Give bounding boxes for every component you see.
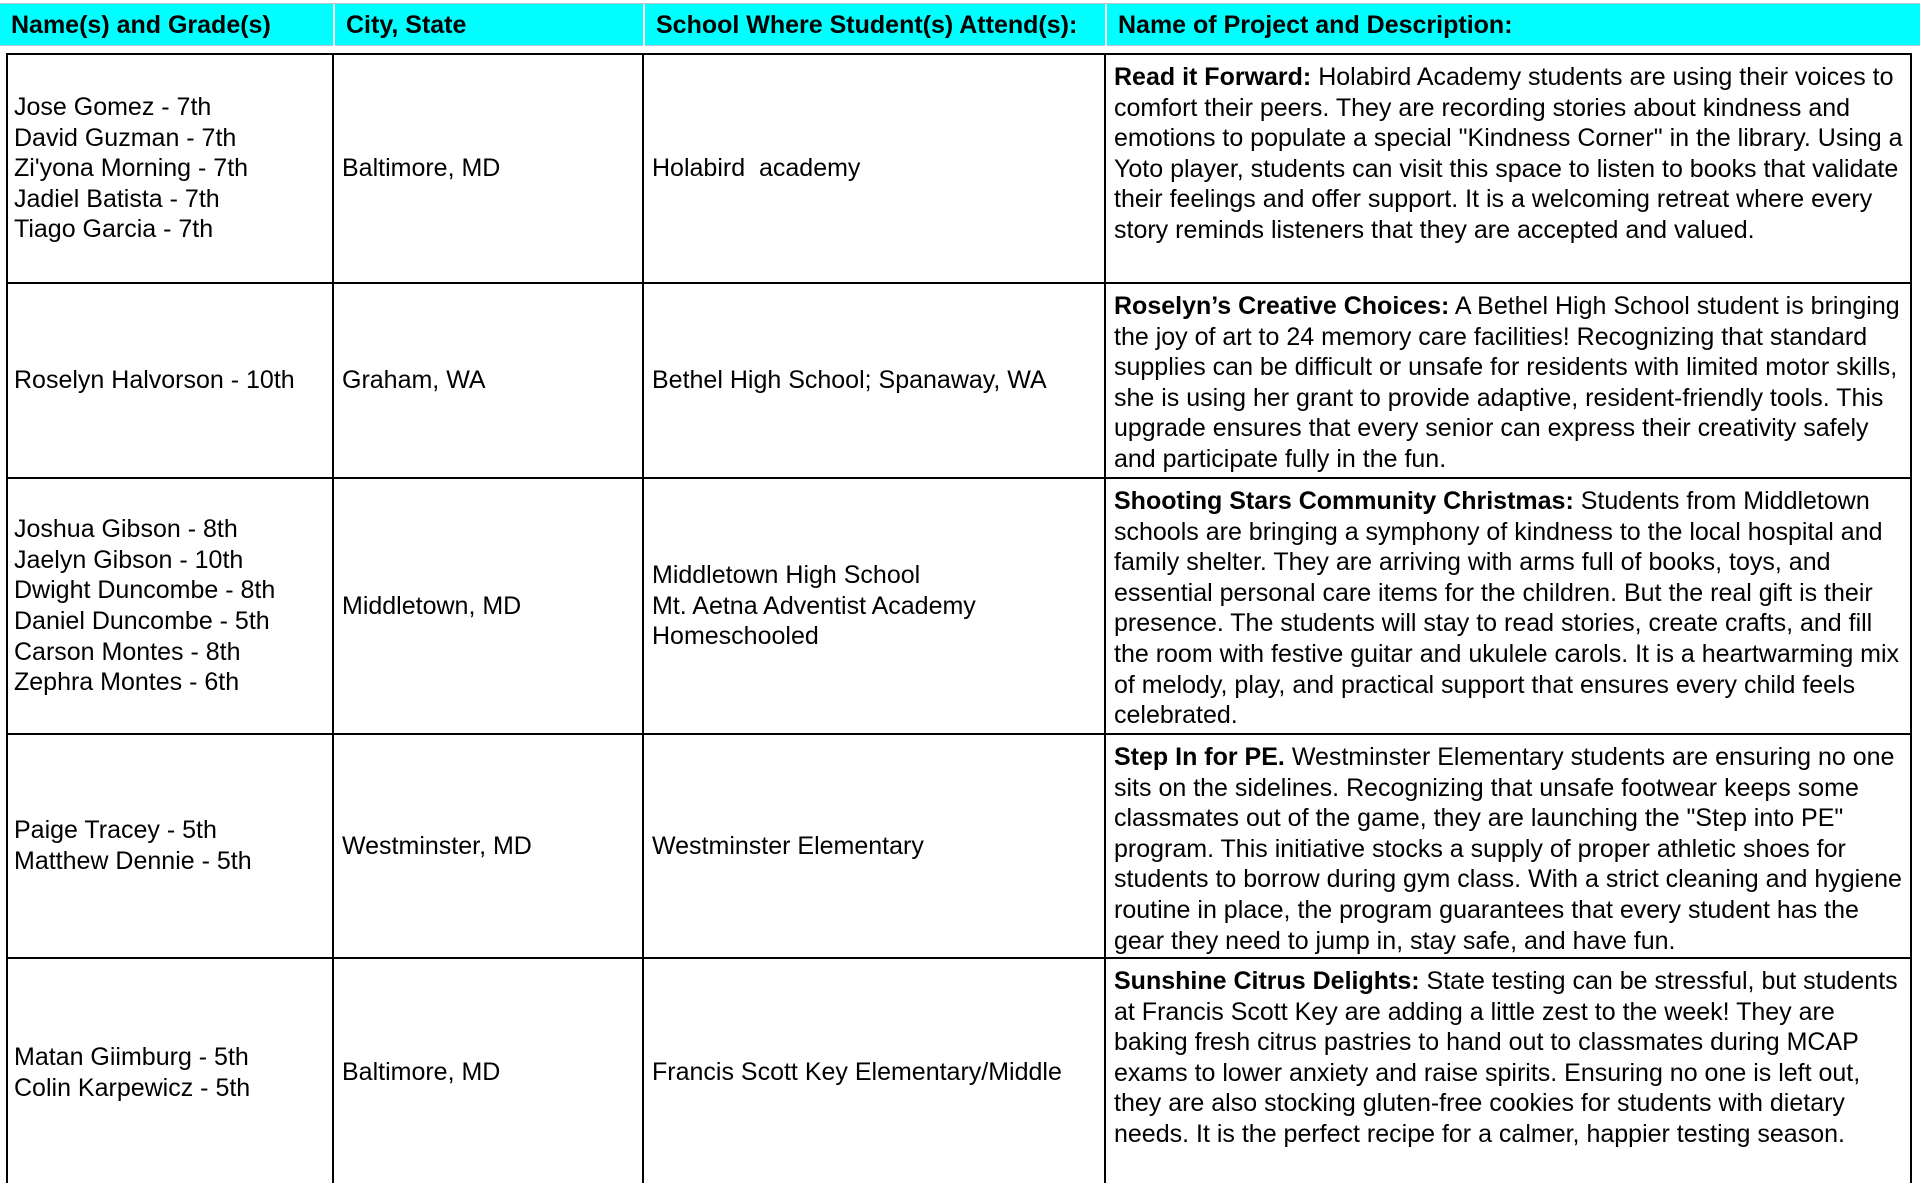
project-text — [1114, 62, 1904, 246]
cell-names[interactable] — [8, 735, 332, 957]
cell-city[interactable] — [334, 479, 642, 733]
school-name: Westminster Elementary — [652, 831, 924, 860]
school-name: Bethel High School; Spanaway, WA — [652, 366, 1047, 395]
cell-project[interactable] — [1106, 959, 1910, 1183]
table-header-row — [0, 3, 1920, 46]
table-row[interactable] — [8, 735, 1910, 959]
cell-project[interactable] — [1106, 479, 1910, 733]
cell-project[interactable] — [1106, 55, 1910, 282]
student-name: Jadiel Batista - 7th — [14, 184, 220, 213]
student-name: Daniel Duncombe - 5th — [14, 607, 270, 635]
student-name: Dwight Duncombe - 8th — [14, 576, 276, 605]
city-state: Westminster, MD — [342, 831, 532, 860]
cell-names[interactable] — [8, 55, 332, 282]
header-project: Name of Project and Description: — [1118, 11, 1513, 39]
project-title: Shooting Stars Community Christmas: — [1114, 487, 1574, 515]
city-state: Baltimore, MD — [342, 154, 501, 183]
school-name: Homeschooled — [652, 622, 819, 651]
project-text — [1114, 486, 1904, 731]
project-title: Step In for PE. — [1114, 743, 1285, 771]
project-text — [1114, 966, 1904, 1150]
cell-project[interactable] — [1106, 284, 1910, 477]
project-description: State testing can be stressful, but students at Francis Scott Key are adding a little zest to the week! They are baking fresh citrus pastries to hand out to classmates during MCAP exams to lower anxiety and raise spirits. Ensuring no one is left out, they are also stocking gluten-free cookies for students with dietary needs. It is the perfect recipe for a calmer, happier testing season. — [1114, 967, 1898, 1148]
city-state: Middletown, MD — [342, 591, 522, 620]
project-title: Roselyn’s Creative Choices: — [1114, 292, 1450, 320]
cell-city[interactable] — [334, 284, 642, 477]
cell-school[interactable] — [644, 479, 1104, 733]
project-description: Students from Middletown schools are bringing a symphony of kindness to the local hospital and family shelter. They are arriving with arms full of books, toys, and essential personal care items for the children. But the real gift is their presence. The students will stay to read stories, create crafts, and fill the room with festive guitar and ukulele carols. It is a heartwarming mix of melody, play, and practical support that ensures every child feels celebrated. — [1114, 487, 1900, 730]
project-description: Westminster Elementary students are ensuring no one sits on the sidelines. Recognizing that unsafe footwear keeps some classmates out of the game, they are launching the "Step into PE" program. This initiative stocks a supply of proper athletic shoes for students to borrow during gym class. With a strict cleaning and hygiene routine in place, the program guarantees that every student has the gear they need to jump in, stay safe, and have fun. — [1114, 743, 1902, 955]
student-name: Zi'yona Morning - 7th — [14, 154, 249, 183]
school-name: Mt. Aetna Adventist Academy — [652, 591, 976, 620]
student-name: Matan Giimburg - 5th — [14, 1042, 249, 1071]
student-name: Matthew Dennie - 5th — [14, 847, 252, 875]
project-description: A Bethel High School student is bringing the joy of art to 24 memory care facilities! Recognizing that standard supplies can be difficult or unsafe for residents with limited motor skills, she is using her grant to provide adaptive, resident-friendly tools. This upgrade ensures that every senior can express their creativity safely and participate fully in the fun. — [1114, 292, 1900, 473]
cell-city[interactable] — [334, 55, 642, 282]
student-name: David Guzman - 7th — [14, 123, 237, 152]
cell-city[interactable] — [334, 735, 642, 957]
school-name: Francis Scott Key Elementary/Middle — [652, 1058, 1062, 1087]
cell-school[interactable] — [644, 55, 1104, 282]
header-names: Name(s) and Grade(s) — [11, 11, 271, 39]
table-row[interactable] — [8, 959, 1910, 1183]
student-name: Zephra Montes - 6th — [14, 668, 240, 697]
cell-school[interactable] — [644, 959, 1104, 1183]
student-name: Tiago Garcia - 7th — [14, 215, 214, 244]
header-city: City, State — [346, 11, 467, 39]
cell-school[interactable] — [644, 735, 1104, 957]
project-title: Sunshine Citrus Delights: — [1114, 967, 1420, 995]
student-name: Jose Gomez - 7th — [14, 93, 212, 122]
student-name: Roselyn Halvorson - 10th — [14, 366, 295, 395]
student-name: Colin Karpewicz - 5th — [14, 1073, 251, 1102]
cell-names[interactable] — [8, 479, 332, 733]
project-text — [1114, 742, 1904, 956]
table-row[interactable] — [8, 284, 1910, 479]
student-name: Joshua Gibson - 8th — [14, 515, 238, 544]
cell-project[interactable] — [1106, 735, 1910, 957]
school-name: Holabird academy — [652, 154, 861, 183]
cell-city[interactable] — [334, 959, 642, 1183]
city-state: Baltimore, MD — [342, 1058, 501, 1087]
project-title: Read it Forward: — [1114, 63, 1312, 91]
table-row[interactable] — [8, 479, 1910, 735]
student-name: Jaelyn Gibson - 10th — [14, 545, 244, 574]
cell-school[interactable] — [644, 284, 1104, 477]
cell-names[interactable] — [8, 959, 332, 1183]
project-description: Holabird Academy students are using their voices to comfort their peers. They are recording stories about kindness and emotions to populate a special "Kindness Corner" in the library. Using a Yoto player, students can visit this space to listen to books that validate their feelings and offer support. It is a welcoming retreat where every story reminds listeners that they are accepted and valued. — [1114, 63, 1903, 244]
header-school: School Where Student(s) Attend(s): — [656, 11, 1078, 39]
cell-names[interactable] — [8, 284, 332, 477]
city-state: Graham, WA — [342, 366, 486, 395]
student-name: Paige Tracey - 5th — [14, 816, 217, 845]
school-name: Middletown High School — [652, 561, 921, 590]
table-body — [6, 53, 1912, 1183]
project-text — [1114, 291, 1904, 475]
student-name: Carson Montes - 8th — [14, 637, 241, 666]
table-row[interactable] — [8, 55, 1910, 284]
